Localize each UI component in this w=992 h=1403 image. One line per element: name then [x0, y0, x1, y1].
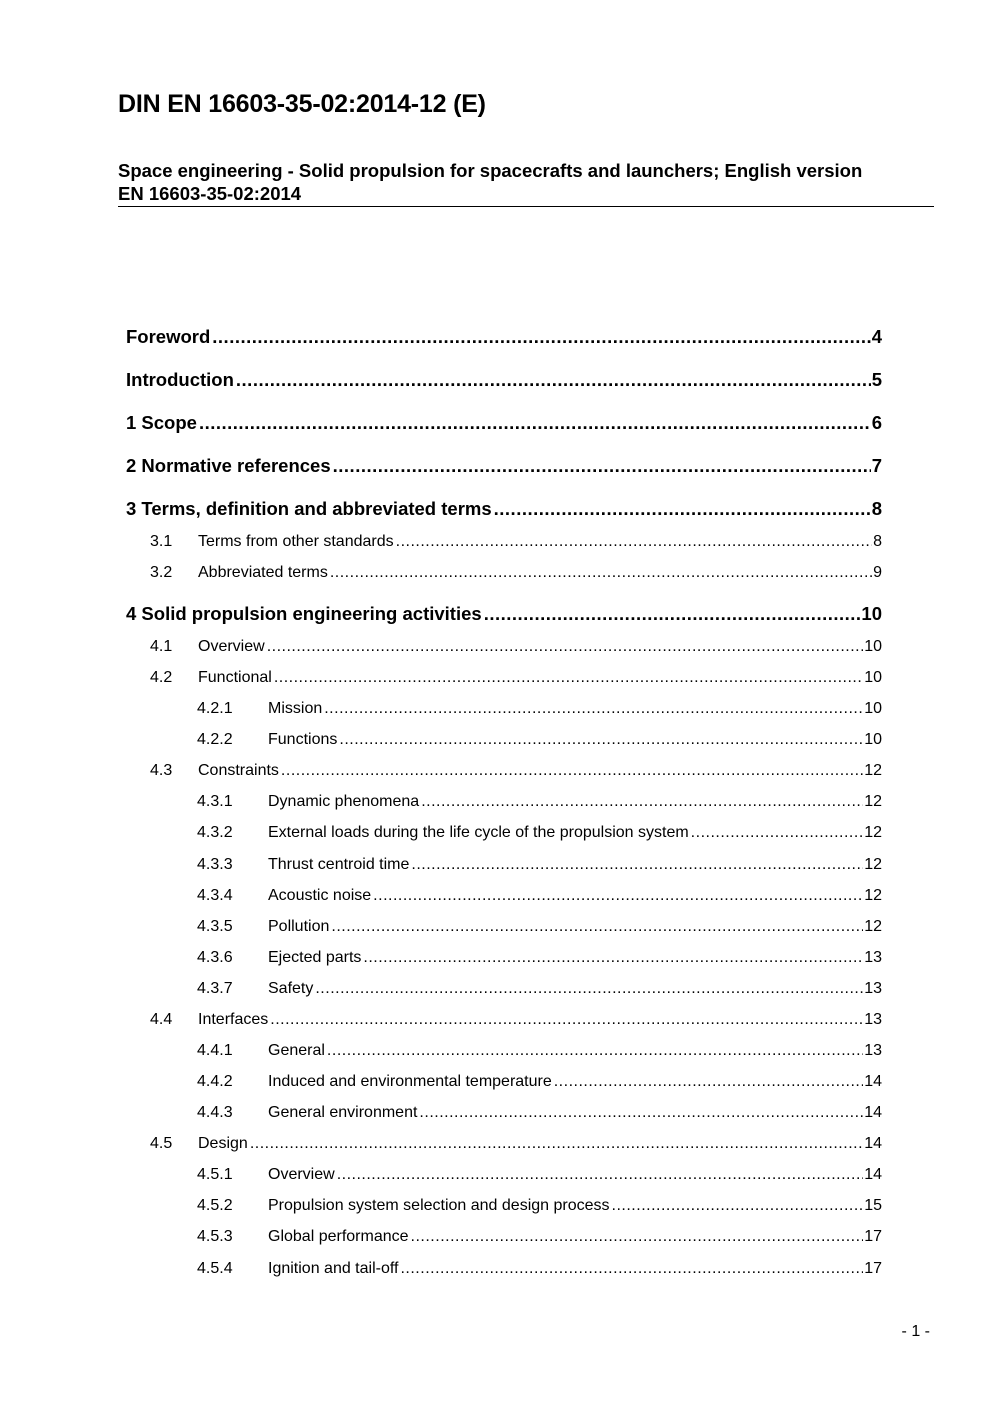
toc-entry-page: 13: [864, 1042, 882, 1059]
toc-entry[interactable]: [150, 1135, 882, 1153]
toc-entry-number: 3.1: [150, 533, 173, 550]
toc-entry-page: 14: [864, 1135, 882, 1152]
toc-entry-number: 4.5.4: [197, 1260, 233, 1277]
toc-entry[interactable]: [150, 669, 882, 687]
toc-entry-label: Overview: [198, 638, 265, 655]
toc-entry-page: 10: [864, 700, 882, 717]
toc-entry[interactable]: [126, 603, 882, 625]
toc-entry-page: 9: [873, 564, 882, 581]
toc-entry-label: Ignition and tail-off: [268, 1260, 399, 1277]
toc-entry[interactable]: [197, 1260, 882, 1278]
toc-entry[interactable]: [197, 887, 882, 905]
toc-entry-label: Safety: [268, 980, 314, 997]
toc-entry-number: 3.2: [150, 564, 173, 581]
toc-dot-leader: [337, 1166, 864, 1184]
document-subtitle: [118, 159, 862, 205]
toc-entry[interactable]: [197, 1104, 882, 1122]
toc-entry-label: Propulsion system selection and design process: [268, 1197, 610, 1214]
toc-entry-number: 4.5.3: [197, 1228, 233, 1245]
toc-entry-page: 6: [871, 412, 882, 433]
toc-dot-leader: [270, 1011, 863, 1029]
toc-dot-leader: [333, 455, 871, 477]
toc-dot-leader: [339, 731, 863, 749]
toc-entry-page: 17: [864, 1228, 882, 1245]
toc-entry-number: 4.2: [150, 669, 173, 686]
toc-entry-page: 12: [864, 856, 882, 873]
toc-entry-number: 4.3.5: [197, 918, 233, 935]
toc-entry-label: Terms from other standards: [198, 533, 394, 550]
page-number: - 1 -: [901, 1323, 930, 1340]
toc-entry-label: Induced and environmental temperature: [268, 1073, 552, 1090]
toc-entry-page: 12: [864, 762, 882, 779]
toc-dot-leader: [331, 918, 863, 936]
toc-entry[interactable]: [197, 1042, 882, 1060]
toc-dot-leader: [236, 369, 871, 391]
toc-dot-leader: [250, 1135, 863, 1153]
toc-entry[interactable]: [197, 949, 882, 967]
toc-entry-label: General environment: [268, 1104, 418, 1121]
toc-dot-leader: [554, 1073, 863, 1091]
toc-entry-page: 15: [864, 1197, 882, 1214]
toc-entry-label: Overview: [268, 1166, 335, 1183]
toc-entry-label: Design: [198, 1135, 248, 1152]
toc-dot-leader: [327, 1042, 863, 1060]
toc-entry[interactable]: [150, 1011, 882, 1029]
toc-dot-leader: [373, 887, 863, 905]
toc-entry-page: 12: [864, 918, 882, 935]
toc-dot-leader: [691, 824, 864, 842]
toc-entry[interactable]: [197, 1228, 882, 1246]
toc-entry-number: 4.5.1: [197, 1166, 233, 1183]
toc-entry-page: 4: [871, 326, 882, 347]
toc-entry-label: Thrust centroid time: [268, 856, 410, 873]
toc-entry-label: Abbreviated terms: [198, 564, 328, 581]
toc-dot-leader: [400, 1260, 863, 1278]
toc-entry-number: 4.2.1: [197, 700, 233, 717]
toc-entry-page: 10: [864, 638, 882, 655]
toc-entry[interactable]: [126, 498, 882, 520]
toc-entry-number: 4.3.2: [197, 824, 233, 841]
toc-entry-page: 14: [864, 1104, 882, 1121]
toc-entry[interactable]: [126, 369, 882, 391]
toc-entry-label: Pollution: [268, 918, 330, 935]
toc-entry[interactable]: [197, 1073, 882, 1091]
toc-entry-number: 4.2.2: [197, 731, 233, 748]
toc-entry-label: 4 Solid propulsion engineering activities: [126, 603, 482, 624]
header-divider: [118, 206, 934, 207]
toc-entry-label: External loads during the life cycle of the propulsion system: [268, 824, 689, 841]
toc-entry[interactable]: [126, 412, 882, 434]
toc-dot-leader: [274, 669, 863, 687]
toc-dot-leader: [612, 1197, 864, 1215]
toc-entry-page: 13: [864, 980, 882, 997]
toc-entry-number: 4.3: [150, 762, 173, 779]
toc-entry-label: Functions: [268, 731, 338, 748]
toc-entry-number: 4.3.1: [197, 793, 233, 810]
toc-entry-page: 10: [864, 669, 882, 686]
toc-dot-leader: [281, 762, 863, 780]
toc-entry[interactable]: [150, 533, 882, 551]
toc-dot-leader: [267, 638, 864, 656]
toc-entry-label: Global performance: [268, 1228, 409, 1245]
toc-entry[interactable]: [150, 762, 882, 780]
subtitle-line-1: Space engineering - Solid propulsion for spacecrafts and launchers; English version: [118, 160, 863, 181]
toc-entry[interactable]: [197, 700, 882, 718]
toc-entry-number: 4.4.1: [197, 1042, 233, 1059]
toc-dot-leader: [494, 498, 871, 520]
toc-entry-label: Interfaces: [198, 1011, 269, 1028]
toc-entry-page: 12: [864, 887, 882, 904]
toc-entry-page: 8: [873, 533, 882, 550]
toc-entry-label: Foreword: [126, 326, 211, 347]
toc-entry[interactable]: [197, 918, 882, 936]
toc-entry-number: 4.3.4: [197, 887, 233, 904]
toc-entry-number: 4.5: [150, 1135, 173, 1152]
toc-entry-label: Constraints: [198, 762, 279, 779]
toc-entry-page: 12: [864, 793, 882, 810]
toc-entry-label: 2 Normative references: [126, 455, 331, 476]
toc-entry-page: 10: [864, 731, 882, 748]
toc-entry-page: 13: [864, 949, 882, 966]
toc-dot-leader: [411, 856, 863, 874]
toc-entry-label: Mission: [268, 700, 323, 717]
toc-dot-leader: [411, 1228, 864, 1246]
toc-entry[interactable]: [126, 455, 882, 477]
toc-dot-leader: [484, 603, 861, 625]
toc-entry[interactable]: [197, 824, 882, 842]
toc-dot-leader: [315, 980, 863, 998]
toc-entry-number: 4.5.2: [197, 1197, 233, 1214]
toc-entry-label: 1 Scope: [126, 412, 197, 433]
toc-entry-label: Introduction: [126, 369, 234, 390]
document-title: DIN EN 16603-35-02:2014-12 (E): [118, 90, 486, 118]
toc-entry-page: 12: [864, 824, 882, 841]
toc-dot-leader: [419, 1104, 863, 1122]
toc-entry-label: Functional: [198, 669, 272, 686]
toc-entry[interactable]: [197, 980, 882, 998]
toc-entry-label: General: [268, 1042, 325, 1059]
toc-dot-leader: [421, 793, 863, 811]
toc-dot-leader: [330, 564, 872, 582]
toc-dot-leader: [199, 412, 871, 434]
toc-dot-leader: [396, 533, 872, 551]
toc-entry-number: 4.4: [150, 1011, 173, 1028]
toc-entry-page: 13: [864, 1011, 882, 1028]
toc-entry[interactable]: [150, 564, 882, 582]
toc-entry-page: 14: [864, 1073, 882, 1090]
toc-entry-label: Dynamic phenomena: [268, 793, 420, 810]
toc-dot-leader: [324, 700, 863, 718]
toc-entry-number: 4.4.3: [197, 1104, 233, 1121]
toc-entry[interactable]: [197, 1197, 882, 1215]
toc-dot-leader: [363, 949, 863, 967]
toc-entry[interactable]: [197, 731, 882, 749]
toc-entry-number: 4.4.2: [197, 1073, 233, 1090]
toc-dot-leader: [212, 326, 870, 348]
toc-entry[interactable]: [197, 1166, 882, 1184]
toc-entry-label: Ejected parts: [268, 949, 362, 966]
toc-entry-number: 4.1: [150, 638, 173, 655]
toc-entry[interactable]: [126, 326, 882, 348]
toc-entry-number: 4.3.3: [197, 856, 233, 873]
toc-entry-page: 7: [871, 455, 882, 476]
toc-entry-page: 14: [864, 1166, 882, 1183]
toc-entry-page: 10: [861, 603, 882, 624]
toc-entry-label: 3 Terms, definition and abbreviated terms: [126, 498, 492, 519]
subtitle-line-2: EN 16603-35-02:2014: [118, 183, 302, 204]
toc-entry-number: 4.3.7: [197, 980, 233, 997]
toc-entry-number: 4.3.6: [197, 949, 233, 966]
toc-entry-label: Acoustic noise: [268, 887, 372, 904]
toc-entry-page: 5: [871, 369, 882, 390]
toc-entry-page: 17: [864, 1260, 882, 1277]
toc-entry[interactable]: [150, 638, 882, 656]
toc-entry[interactable]: [197, 793, 882, 811]
toc-entry-page: 8: [871, 498, 882, 519]
toc-entry[interactable]: [197, 856, 882, 874]
